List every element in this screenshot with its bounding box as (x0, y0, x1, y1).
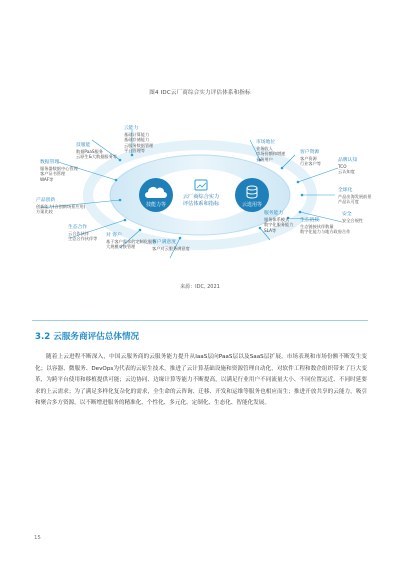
figure-source: 来源：IDC, 2021 (180, 284, 220, 290)
group-item: 云服务数据管理 (124, 142, 154, 148)
label-group-security: 安全 安全合规性 (342, 212, 363, 223)
section-divider (32, 320, 368, 321)
label-group-tech: 技服能 数据PaaS服务 云原生&大数据服务等 (76, 143, 117, 160)
label-group-satisfaction: 客户满意度 客户对云服务满意度 (152, 240, 190, 251)
group-item: 平台管理等 (124, 148, 145, 154)
group-item: 基础计算能力 (124, 132, 150, 137)
label-group-service: 服务能力 服务体系模式 数字化服务能力 SLA等 (264, 211, 294, 233)
group-item: 基础存储能力 (124, 137, 150, 143)
label-group-market: 市场地位 业务收入 市场份额和增速 业务用户 (256, 140, 286, 162)
center-line-1: 云厂商综合实力 (182, 194, 220, 200)
diagram-graphic (20, 100, 380, 280)
page-number: 15 (34, 535, 41, 541)
label-group-eco-link: 生态链接 生态链接伙伴数量 数字化能力与地方政府合作 (300, 218, 351, 235)
label-group-data-management: 数据管理 服务器数据中心管理 客户证书管理 WAF等 (40, 160, 78, 182)
label-group-innovation: 产品创新 创新能力(含创新场景应用) 方案比较 (36, 198, 86, 215)
center-line-2: 评估体系和指标 (182, 201, 220, 207)
group-heading: 云能力 (124, 126, 139, 131)
label-group-ecosystem: 生态合作 云合作伙伴 生态合作伙伴等 (68, 225, 98, 242)
label-group-cloud-capability (124, 126, 153, 154)
section-title: 3.2 云服务商评估总体情况 (35, 332, 140, 342)
section-paragraph: 随着上云进程不断深入，中国云服务商的云服务能力提升从IaaS层向PaaS层以及SaaS层扩展，市场表现和市场份额不断发生变化；以容器、微服务、DevOps为代表的云原生技术，推进了云计算基础设施和资源管理自动化，对软件工程和数企组织带来了巨大变革，为跨平台使用和移植提供可能；云边协同、边缘计算等能力不断提高，以满足行业用户不同流量大小、不同位置远近、不同时延要求的上云需求；为了满足多样化复杂化的需求，全生命的云咨询、迁移、开发和运维等服务也相应而生；推进开放共享的云能力，吸引和聚合多方资源，以不断增进服务的精准化、个性化、多元化、定制化、生态化、智能化发展。 (35, 354, 367, 407)
left-circle-label: 技能力等 (145, 202, 167, 208)
label-group-brand: 品牌认知 TCO 云认知度 (338, 158, 358, 175)
label-group-customer-resources: 客户资源 客户资源 行业客户等 (300, 150, 321, 167)
right-circle-label: 云选用等 (241, 202, 263, 208)
figure-title: 图4 IDC云厂商综合实力评估体系和指标 (149, 90, 251, 96)
evaluation-diagram (20, 100, 380, 280)
label-group-global: 全球化 产品出海发展前景 产品认可度 (338, 188, 372, 205)
label-group-customer: 对 客户 基于客户需求的定制化服务 大规模对接管理 (106, 233, 157, 250)
